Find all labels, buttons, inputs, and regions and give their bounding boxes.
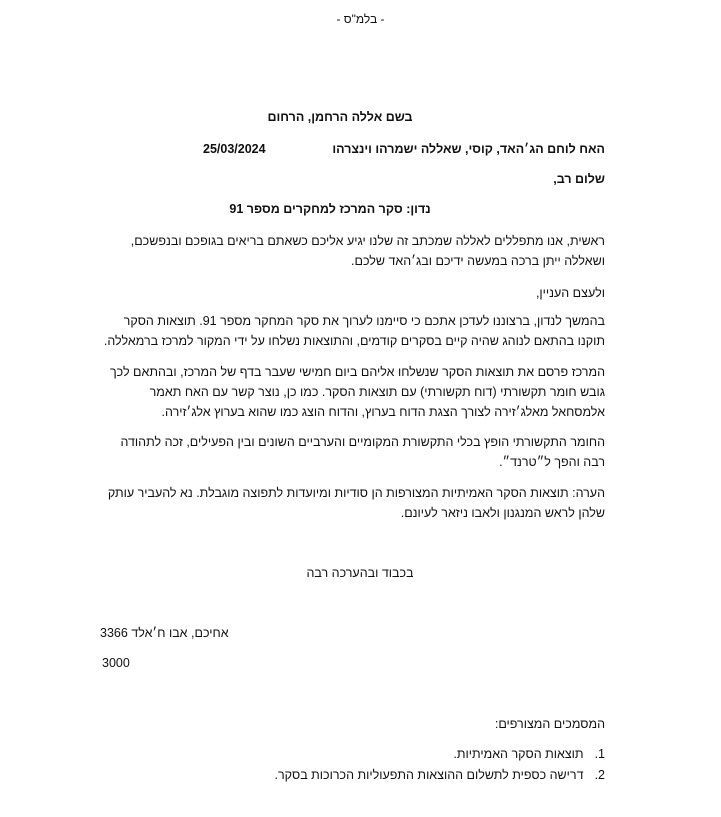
body-paragraph: ראשית, אנו מתפללים לאללה שמכתב זה שלנו יגיע אליכם כשאתם בריאים בגופכם ובנפשכם, ושאללה ייתן ברכה במעשה ידיכם ובג׳האד שלכם. <box>130 234 605 268</box>
closing-salutation: בכבוד ובהערכה רבה <box>306 566 414 580</box>
letter-date: 25/03/2024 <box>203 142 266 156</box>
attachment-item <box>185 744 605 764</box>
attachment-text: תוצאות הסקר האמיתיות. <box>453 747 584 761</box>
signature-line: אחיכם, אבו ח׳אלד 3366 <box>100 626 229 640</box>
body-paragraph: ולעצם העניין, <box>535 286 605 300</box>
subject-line: נדון: סקר המרכז למחקרים מספר 91 <box>229 202 431 216</box>
signer-code: 3000 <box>102 656 130 670</box>
attachments-title: המסמכים המצורפים: <box>494 717 605 731</box>
body-paragraph: החומר התקשורתי הופץ בכלי התקשורת המקומיים והערביים השונים ובין הפעילים, זכה לתהודה רבה והפך ל״טרנד״. <box>120 435 605 469</box>
attachment-number: 1. <box>594 747 605 761</box>
body-paragraph: בהמשך לנדון, ברצוננו לעדכן אתכם כי סיימנו לערוך את סקר המחקר מספר 91. תוצאות הסקר תוקנו בהתאם לנוהג שהיה קיים בסקרים קודמים, והתוצאות נשלחו על ידי המקור למרכז ברמאללה. <box>103 314 605 348</box>
greeting: שלום רב, <box>553 172 605 186</box>
note-paragraph: הערה: תוצאות הסקר האמיתיות המצורפות הן סודיות ומיועדות לתפוצה מוגבלת. נא להעביר עותק שלהן לראש המנגנון ולאבו ניזאר לעיונם. <box>107 486 605 520</box>
body-paragraph: המרכז פרסם את תוצאות הסקר שנשלחו אליהם ביום חמישי שעבר בדף של המרכז, ובהתאם לכך גובש חומר תקשורתי (דוח תקשורתי) עם תוצאות הסקר. כמו כן, נוצר קשר עם האח תאמר אלמסחאל מאלג׳זירה לצורך הצגת הדוח בערוץ, והדוח הוצג כמו שהוא בערוץ אלג׳זירה. <box>109 365 605 419</box>
attachment-number: 2. <box>594 768 605 782</box>
recipient-line: האח לוחם הג׳האד, קוסי, שאללה ישמרהו וינצרהו <box>332 142 605 156</box>
classification-header: - בלמ"ס - <box>336 12 385 26</box>
attachment-item <box>185 765 605 785</box>
opening-invocation: בשם אללה הרחמן, הרחום <box>267 110 413 124</box>
attachment-text: דרישה כספית לתשלום ההוצאות התפעוליות הכרוכות בסקר. <box>274 768 584 782</box>
